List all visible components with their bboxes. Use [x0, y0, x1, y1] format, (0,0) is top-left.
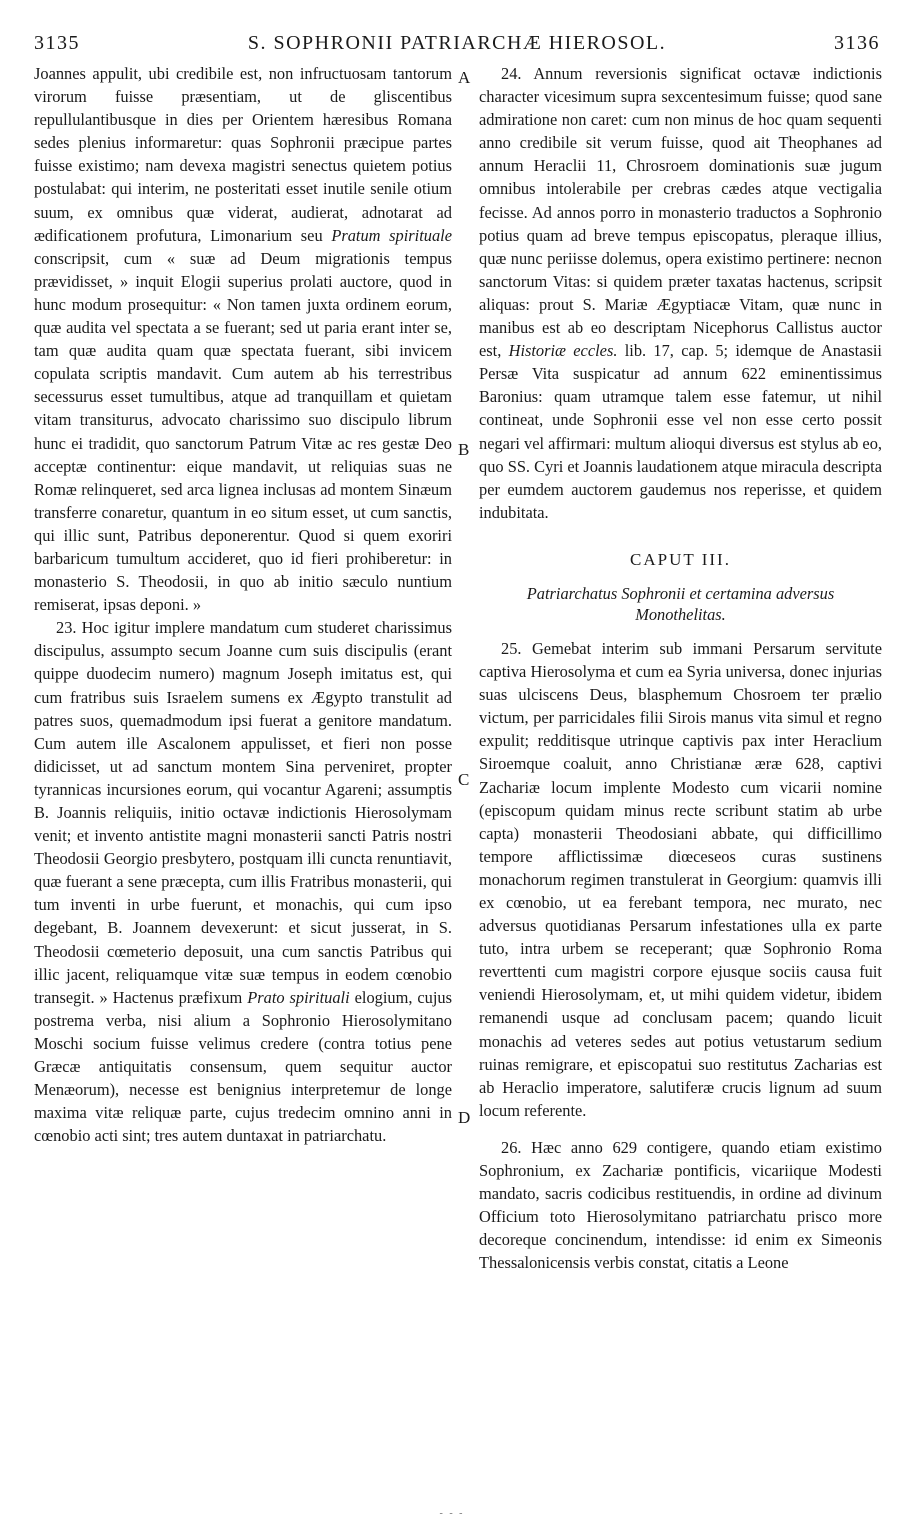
page-number-left: 3135 [34, 32, 80, 54]
paragraph-25: 25. Gemebat interim sub immani Persarum servitute captiva Hierosolyma et cum ea Syria universa, donec injurias suas ulciscens Deus, blasphemum Chosroem ter prælio victum, per parricidales filii Sirois manus vita simul et regno expulit; redditisque utrinque captivis pax inter Heraclium Siroemque coaluit, anno Christianæ æræ 628, captivi Zachariæ locum implente Modesto cum vicarii nomine (episcopum quidam minus recte scribunt statim ab urbe capta) monasterii Theodosiani abbate, qui difficillimo tempore afflictissimæ diœceseos curas sustinens monachorum regimen transtulerat in Georgium: quamvis illi ex cœnobio, ut ea ferebant tempora, nec murato, nec adversus quotidianas Persarum infestationes ulla ex parte tuto, intra urbem se receperant; quæ Sophronio Roma reverttenti cum magistri corpore ejusque sociis causa fuit veniendi Hierosolymam, et, ut mihi quidem videtur, ibidem remanendi usque ad conclusam pacem; quando licuit monachis ad veteres sedes aut potius vetustarum sedium ruinas remigrare, et episcopatui suo restitutus Zacharias est ab Heraclio imperatore, salutiferæ crucis lignum ad suum locum referente. [479, 638, 882, 1120]
margin-marker-a: A [458, 68, 471, 87]
chapter-heading: CAPUT III. [630, 549, 731, 569]
paragraph-23: 23. Hoc igitur implere mandatum cum studeret charissimus discipulus, assumpto secum Joanne cum suis discipulis (erant quippe duodecim numero) magnum Joseph imitatus est, qui cum fratribus suis Israelem sumens ex Ægypto transtulit ad patres suos, quemadmodum ipsi fuerat a genitore mandatum. Cum autem ille Ascalonem appulisset, et fieri non posse didicisset, ut ad sanctum montem Sina perveniret, propter tyrannicas incursiones eorum, qui vocantur Agareni; assumptis B. Joannis reliquiis, initio octavæ indictionis Hierosolymam venit; et invento antistite magni monasterii sancti Patris nostri Theodosii Georgio presbytero, postquam illi cuncta renuntiavit, quæ fuerant a sene præcepta, cum illis Fratribus monasterii, qui tum inventi in urbe fuerunt, et monachis, qui cum ipso degebant, B. Joannem devexerunt: et sicut jusserat, in S. Theodosii cœmeterio deposuit, una cum sanctis Patribus qui illic jacent, reliquamque vitæ suæ tempus in eodem cœnobio transegit. » Hactenus præfixum Prato spirituali elogium, cujus postrema verba, nisi alium a Sophronio Hierosolymitano Moschi socium fuisse velimus credere (contra totius pene Græcæ antiquitatis consensum, quem sequitur auctor Menæorum), necesse est benignius interpretemur de longe maxima vitæ reliquæ parte, cujus tredecim omnino anni in cœnobio acti sint; tres autem duntaxat in patriarchatu. [34, 618, 452, 1146]
left-column [34, 62, 452, 1147]
running-title: S. SOPHRONII PATRIARCHÆ HIEROSOL. [247, 32, 667, 54]
paragraph-22-continued: Joannes appulit, ubi credibile est, non infructuosam tantorum virorum fuisse præsentiam, ut de gliscentibus repullulantibusque in dies per Orientem hæresibus Romana sedes plenius informaretur: quas Sophronii præcipue partes fuisse existimo; nam devexa magistri senectus quietem potius postulabat: qui interim, ne posteritati esset inutile senile otium suum, ex omnibus quæ viderat, audierat, adnotarat ad ædificationem profutura, Limonarium seu Pratum spirituale conscripsit, cum « suæ ad Deum migrationis tempus prævidisset, » inquit Elogii superius prolati auctore, quod in hunc modum prosequitur: « Non tamen juxta ordinem eorum, quæ audita vel spectata a se fuerant; sed ut paria erant inter se, tam quæ audita quam quæ spectata fuerant, sibi invicem copulata scriptis mandavit. Cum autem ab his terrestribus secessurus esset tumultibus, atque ad tranquillam et quietam vitam transiturus, advocato charissimo suo discipulo librum hunc ei tradidit, quo sanctorum Patrum Vitæ ac res gestæ Deo acceptæ continentur: eique mandavit, ut reliquias suas ne Romæ relinqueret, sed arca lignea inclusas ad montem Sinæum transferre conaretur, quantum in eo situm esset, ut cum sanctis, qui illic sunt, Patribus deponerentur. Quod si quem exoriri barbaricum tumultum accideret, quo id fieri prohiberetur: in monasterio S. Theodosii, in quo ab initio sæculo nuntium remiserat, ipsas deponi. » [34, 64, 452, 615]
paragraph-24: 24. Annum reversionis significat octavæ indictionis character vicesimum supra sexcentesimum fuisse; quod sane admiratione non caret: cum non minus de hoc quam sequenti anno credibile sit verum fuisse, quod ait Theophanes ad annum Heraclii 11, Chrosroem dominationis suæ jugum omnibus intolerabile per crebras cædes atque vectigalia fecisse. Ad annos porro in monasterio traductos a Sophronio potius quam ad breve tempus episcopatus, pleraque illius, quæ nunc periisse dolemus, opera existimo pertinere: necnon sanctorum Vitas: si quidem præter taxatas hactenus, scripsit aliquas: prout S. Mariæ Ægyptiacæ Vitam, quæ nunc in manibus est ab eo descriptam Nicephorus Callistus auctor est, Historiæ eccles. lib. 17, cap. 5; idemque de Anastasii Persæ Vita suspicatur ad annum 622 eminentissimus Baronius: quam utramque talem esse fatemur, ut nihil contineat, unde Sophronii esse vel non esse certo possit negari vel affirmari: multum alioqui diversus est stylus ab eo, quo SS. Cyri et Joannis laudationem atque miracula descripta per eumdem auctorem gaudemus nos reperisse, et quidem indubitata. [479, 64, 883, 522]
paragraph-26: 26. Hæc anno 629 contigere, quando etiam existimo Sophronium, ex Zachariæ pontificis, vicariique Modesti mandato, sacris codicibus restituendis, in ordine ad divinum Officium toto Hierosolymitano patriarchatu prisco more decoreque concinendum, intendisse: id enim ex Simeonis Thessalonicensis verbis constat, citatis a Leone [479, 1137, 882, 1273]
page-number-right: 3136 [834, 32, 880, 54]
margin-marker-b: B [458, 440, 470, 459]
chapter-subheading: Patriarchatus Sophronii et certamina adversus Monothelitas. [526, 583, 835, 624]
margin-marker-d: D [458, 1108, 471, 1127]
italic-title: Pratum spirituale [331, 225, 452, 245]
margin-marker-c: C [458, 770, 470, 789]
italic-title: Prato spirituali [247, 987, 350, 1007]
footer-rule: - - - [439, 1508, 465, 1519]
italic-citation: Historiæ eccles. [508, 341, 618, 361]
right-column [479, 62, 882, 1275]
page-header [34, 32, 880, 56]
